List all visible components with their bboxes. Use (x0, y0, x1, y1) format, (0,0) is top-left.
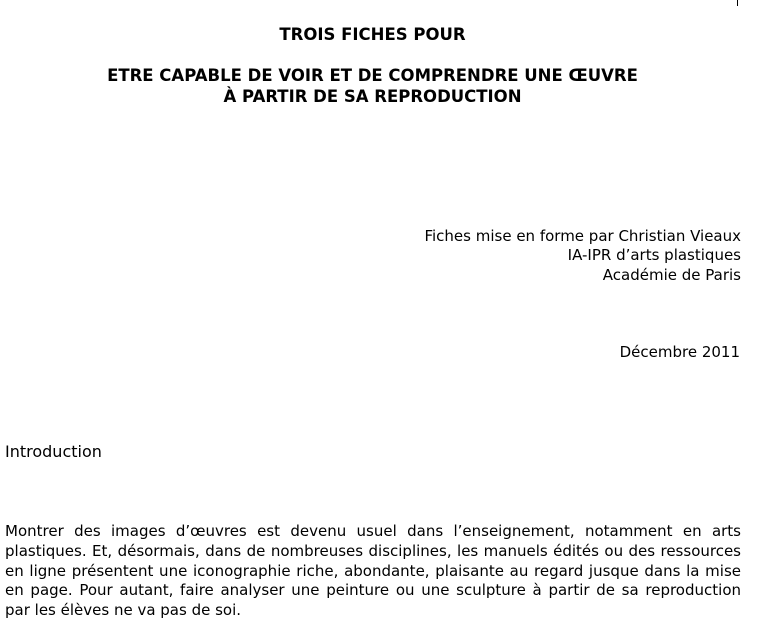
document-title-line-2: ETRE CAPABLE DE VOIR ET DE COMPRENDRE UNE ŒUVRE (107, 66, 638, 85)
author-credit: Fiches mise en forme par Christian Vieaux (424, 227, 741, 245)
intro-paragraph: Montrer des images d’œuvres est devenu usuel dans l’enseignement, notamment en arts plastiques. Et, désormais, dans de nombreuses disciplines, les manuels édités ou des ressources en ligne présentent une iconographie riche, abondante, plaisante au regard jusque dans la mise en page. Pour autant, faire analyser une peinture ou une sculpture à partir de sa reproduction par les élèves ne va pas de soi. (5, 522, 741, 620)
author-role: IA-IPR d’arts plastiques (567, 246, 741, 264)
document-date: Décembre 2011 (619, 343, 740, 361)
page-edge-mark (737, 0, 738, 6)
document-title-line-3: À PARTIR DE SA REPRODUCTION (223, 87, 522, 106)
document-title-line-1: TROIS FICHES POUR (279, 25, 466, 44)
author-academy: Académie de Paris (602, 266, 741, 284)
section-heading: Introduction (5, 442, 102, 461)
